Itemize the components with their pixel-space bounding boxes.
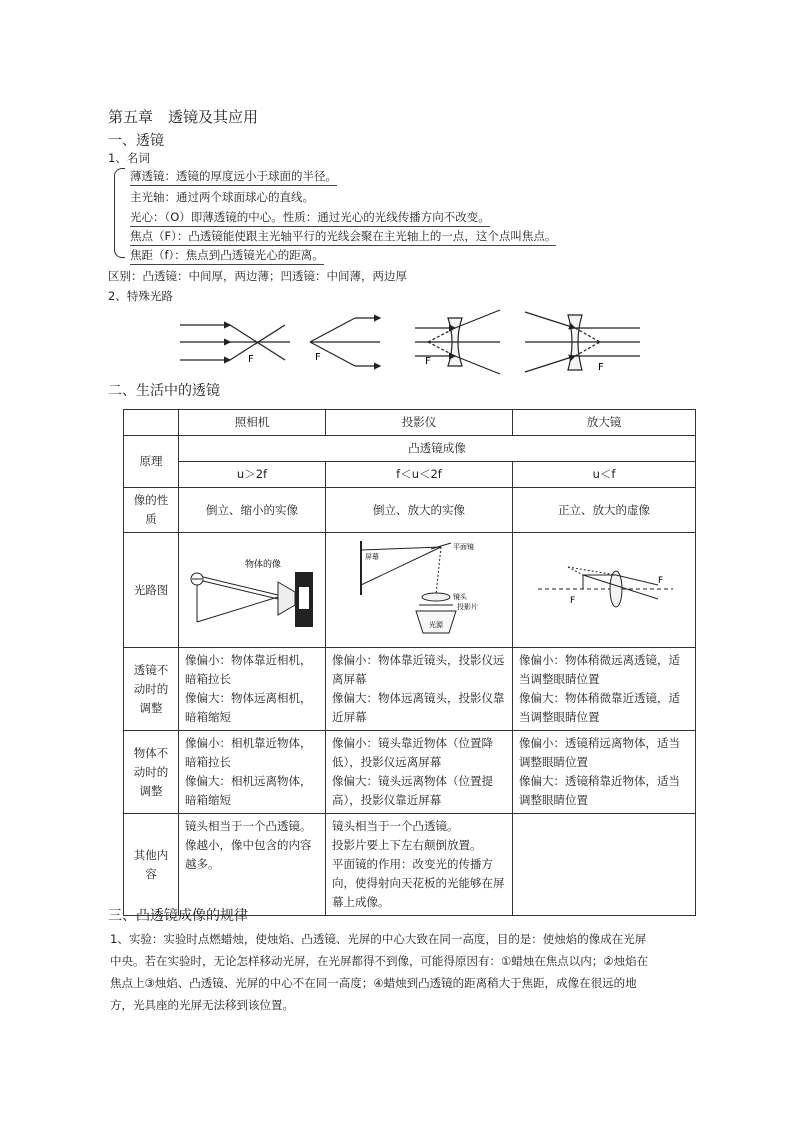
term-focal-length: 焦距（f）：焦点到凸透镜光心的距离。 (130, 247, 324, 265)
term-thin-lens: 薄透镜：透镜的厚度远小于球面的半径。 (130, 168, 337, 186)
special-rays-subheading: 2、特殊光路 (108, 289, 173, 303)
other-camera (179, 814, 326, 916)
projector-label-lens: 镜头 (453, 593, 467, 601)
other-camera-1: 镜头相当于一个凸透镜。 (185, 819, 312, 833)
fixed-lens-magnifier-large: 像偏大：物体稍微靠近透镜，适当调整眼睛位置 (519, 691, 680, 724)
fixed-lens-projector (326, 648, 513, 731)
focus-label-1: F (248, 354, 254, 365)
special-rays-diagram (170, 300, 660, 380)
fixed-object-projector-small: 像偏小：镜头靠近物体（位置降低），投影仪远离屏幕 (332, 736, 493, 769)
fixed-object-projector-large: 像偏大：镜头远离物体（位置提高），投影仪靠近屏幕 (332, 774, 493, 807)
row-label-nature: 像的性质 (124, 488, 179, 533)
header-projector: 投影仪 (326, 410, 513, 436)
fixed-lens-camera (179, 648, 326, 731)
row-label-fixed-object: 物体不动时的调整 (124, 731, 179, 814)
fixed-object-camera (179, 731, 326, 814)
projector-diagram-cell (326, 533, 513, 648)
projector-ray-diagram (331, 535, 507, 639)
projector-label-slide: 投影片 (457, 603, 478, 611)
row-label-diagram: 光路图 (124, 533, 179, 648)
term-focal-point: 焦点（F）：凸透镜能使跟主光轴平行的光线会聚在主光轴上的一点，这个点叫焦点。 (130, 228, 556, 246)
nature-projector: 倒立、放大的实像 (326, 488, 513, 533)
concave-lens-parallel-figure (525, 312, 640, 372)
fixed-lens-magnifier-small: 像偏小：物体稍微远离透镜，适当调整眼睛位置 (519, 653, 680, 686)
camera-object-label: 物体的像 (245, 560, 282, 570)
terms-subheading: 1、名词 (108, 151, 150, 165)
other-magnifier (513, 814, 696, 916)
term-optical-center: 光心：（O）即薄透镜的中心。性质：通过光心的光线传播方向不改变。 (130, 209, 490, 227)
fixed-object-magnifier (513, 731, 696, 814)
focus-label-2: F (315, 352, 321, 363)
lens-applications-table (123, 409, 696, 916)
header-corner (124, 410, 179, 436)
fixed-lens-projector-large: 像偏大：物体远离镜头，投影仪靠近屏幕 (332, 691, 505, 724)
other-projector (326, 814, 513, 916)
magnifier-focus-right: F (658, 576, 664, 586)
focus-label-4: F (598, 362, 604, 373)
row-label-other: 其他内容 (124, 814, 179, 916)
magnifier-ray-diagram (518, 537, 690, 637)
section-3-heading: 三、凸透镜成像的规律 (108, 908, 248, 924)
other-camera-2: 像越小，像中包含的内容越多。 (185, 838, 312, 871)
lens-difference: 区别：凸透镜：中间厚，两边薄；凹透镜：中间薄，两边厚 (108, 269, 407, 283)
fixed-lens-magnifier (513, 648, 696, 731)
section-2-heading: 二、生活中的透镜 (108, 383, 220, 399)
fixed-object-magnifier-small: 像偏小：透镜稍远离物体，适当调整眼睛位置 (519, 736, 680, 769)
projector-label-screen: 屏幕 (365, 553, 379, 561)
terms-brace (114, 168, 125, 258)
projector-label-lamp: 光源 (429, 621, 443, 629)
header-camera: 照相机 (179, 410, 326, 436)
chapter-title: 第五章 透镜及其应用 (108, 108, 259, 126)
condition-camera: u＞2f (179, 462, 326, 488)
principle-value: 凸透镜成像 (179, 436, 696, 462)
other-projector-2: 投影片要上下左右颠倒放置。 (332, 838, 482, 852)
row-label-fixed-lens: 透镜不动时的调整 (124, 648, 179, 731)
nature-magnifier: 正立、放大的虚像 (513, 488, 696, 533)
fixed-object-magnifier-large: 像偏大：透镜稍靠近物体，适当调整眼睛位置 (519, 774, 680, 807)
fixed-object-projector (326, 731, 513, 814)
term-principal-axis: 主光轴：通过两个球面球心的直线。 (130, 190, 314, 204)
other-projector-3: 平面镜的作用：改变光的传播方向，使得射向天花板的光能够在屏幕上成像。 (332, 857, 505, 909)
section-1-heading: 一、透镜 (108, 133, 164, 149)
converging-rays-figure (180, 325, 290, 360)
fixed-lens-camera-large: 像偏大：物体远离相机，暗箱缩短 (185, 691, 312, 724)
camera-ray-diagram (183, 537, 321, 637)
header-magnifier: 放大镜 (513, 410, 696, 436)
magnifier-focus-left: F (570, 596, 576, 606)
fixed-lens-projector-small: 像偏小：物体靠近镜头，投影仪远离屏幕 (332, 653, 505, 686)
camera-diagram-cell (179, 533, 326, 648)
other-projector-1: 镜头相当于一个凸透镜。 (332, 819, 459, 833)
projector-label-mirror: 平面镜 (453, 543, 474, 551)
magnifier-diagram-cell (513, 533, 696, 648)
condition-projector: f＜u＜2f (326, 462, 513, 488)
fixed-lens-camera-small: 像偏小：物体靠近相机，暗箱拉长 (185, 653, 312, 686)
fixed-object-camera-large: 像偏大：相机远离物体，暗箱缩短 (185, 774, 312, 807)
focus-label-3: F (425, 356, 431, 367)
experiment-paragraph: 1、实验：实验时点燃蜡烛，使烛焰、凸透镜、光屏的中心大致在同一高度，目的是：使烛焰的像成在光屏中央。若在实验时，无论怎样移动光屏，在光屏都得不到像，可能得原因有：①蜡烛在焦点以内；②烛焰在焦点上③烛焰、凸透镜、光屏的中心不在同一高度；④蜡烛到凸透镜的距离稍大于焦距，成像在很远的地方，光具座的光屏无法移到该位置。 (110, 932, 649, 1012)
nature-camera: 倒立、缩小的实像 (179, 488, 326, 533)
condition-magnifier: u＜f (513, 462, 696, 488)
fixed-object-camera-small: 像偏小：相机靠近物体，暗箱拉长 (185, 736, 312, 769)
row-label-principle: 原理 (124, 436, 179, 488)
